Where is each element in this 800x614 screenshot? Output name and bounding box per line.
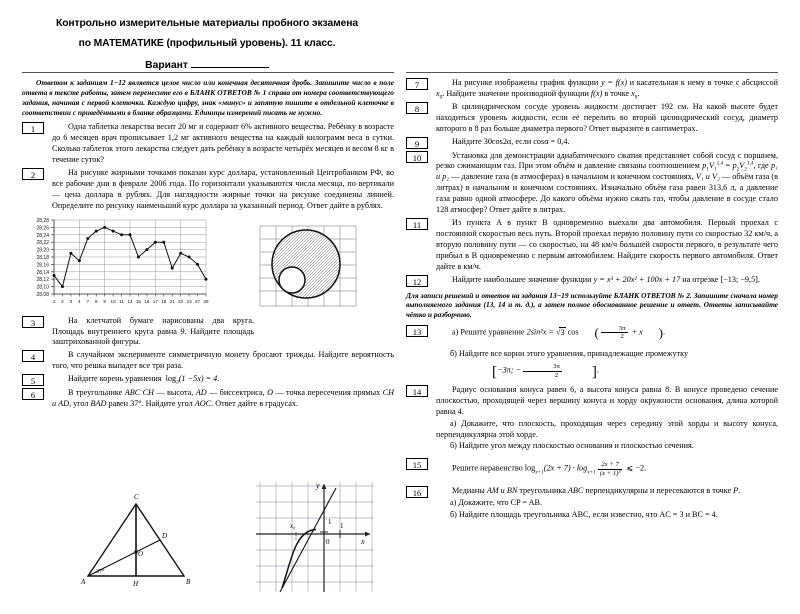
task-16	[406, 486, 778, 521]
chart-ytick-label: 28,18	[36, 254, 49, 261]
task-16-part-b: б) Найдите площадь треугольника ABC, если известно, что AC = 3 и BC = 4.	[450, 509, 718, 519]
t10-v2: V	[739, 161, 745, 171]
label-angle-37: 37°	[96, 569, 105, 575]
axes	[256, 484, 370, 592]
task-14-text	[436, 385, 778, 452]
chart-ytick-label: 28,14	[36, 269, 49, 276]
chart-ytick-label: 28,12	[36, 276, 49, 283]
chart-xtick-label: 9	[103, 298, 106, 304]
variant-label: Вариант	[145, 60, 188, 72]
task-2-number: 2	[22, 168, 44, 180]
task-4	[22, 350, 394, 372]
t13-interval-frac-num: 3π	[553, 363, 560, 371]
task-3	[22, 316, 394, 349]
triangle-figure	[72, 474, 202, 609]
task-14	[406, 385, 778, 452]
task-9	[406, 137, 778, 149]
t13-frac-den: 2	[601, 332, 628, 340]
task-12-text	[436, 275, 778, 286]
x0-label: x₀	[290, 522, 296, 530]
chart-data-point	[78, 259, 81, 262]
open-paren: (	[594, 325, 599, 340]
triangle-svg	[72, 474, 202, 604]
t13-b-label: б) Найдите все корни этого уравнения, принадлежащие промежутку	[450, 348, 689, 358]
chart-ytick-label: 28,26	[36, 225, 49, 232]
page-title-line2: по МАТЕМАТИКЕ (профильный уровень). 11 класс.	[78, 37, 336, 49]
t16-c: перпендикулярны и пересекаются в точке	[583, 485, 734, 495]
t13-interval-frac	[523, 363, 562, 379]
label-C: C	[134, 493, 139, 501]
graph-tangent-svg	[250, 474, 378, 602]
y-axis-label: y	[316, 481, 320, 490]
variant-blank-line[interactable]	[191, 59, 269, 68]
chart-xtick-label: 16	[144, 298, 150, 304]
instructions-part2: Для записи решений и ответов на задания 13−19 используйте БЛАНК ОТВЕТОВ № 2. Запишите сначала номер выполняемого задания (13, 14 и т. д.), а затем полное обоснованное решение и ответ. Ответы записывайте чётко и разборчиво.	[406, 290, 778, 320]
t13-frac-num: 3π	[618, 325, 626, 333]
instructions-part1: Ответом к заданиям 1−12 является целое число или конечная десятичная дробь. Запишите число в поле ответа в тексте работы, затем перенесите его в БЛАНК ОТВЕТОВ № 1 справа от номера соответствующего задания, начиная с первой клеточки. Каждую цифру, знак «минус» и запятую пишите в отдельной клеточке в соответствии с приведёнными в бланке образцами. Единицы измерений писать не нужно.	[22, 78, 394, 117]
t15-frac	[598, 461, 623, 477]
task-8-number: 8	[406, 102, 428, 114]
task-5-prefix: Найдите корень уравнения	[68, 374, 162, 384]
task-3-number: 3	[22, 316, 44, 328]
t7-fx2: f(x)	[590, 88, 603, 98]
chart-data-point	[137, 255, 140, 258]
t6-o: O	[267, 388, 273, 398]
chart-data-point	[103, 226, 106, 229]
t10-b: , где	[753, 161, 772, 171]
t15-base1: x+1	[535, 469, 544, 476]
dollar-rate-chart-svg	[24, 214, 210, 312]
figures-row-chart-circles	[22, 214, 394, 314]
t6-abc: ABC CH	[124, 388, 154, 398]
task-1-number: 1	[22, 122, 44, 134]
t12-prefix: Найдите наибольшее значение функции	[452, 274, 594, 284]
chart-xtick-label: 21	[169, 298, 175, 304]
t16-d: .	[738, 485, 741, 495]
t10-p1p2: p₁ и p₂	[436, 161, 779, 182]
t6-b: — высота,	[153, 388, 196, 398]
task-15-text	[436, 458, 778, 480]
chart-xtick-label: 17	[152, 298, 158, 304]
page-title-line1: Контрольно измерительные материалы пробного экзамена	[56, 18, 358, 29]
label-B: B	[186, 578, 191, 586]
task-12-number: 12	[406, 275, 428, 287]
t10-v1-sup: 1,4	[716, 160, 724, 167]
task-5-text	[52, 374, 394, 385]
task-15	[406, 458, 778, 480]
t15-prefix: Решите неравенство log	[452, 464, 536, 473]
t6-chad: CH и AD	[52, 388, 394, 409]
t12-suffix: на отрезке [−13; −9,5].	[680, 274, 760, 284]
origin-label: 0	[326, 538, 330, 546]
page-header	[22, 0, 392, 71]
t6-d: — точка пересечения прямых	[273, 388, 383, 398]
t10-v1-sub: 1	[713, 167, 717, 174]
t10-eq: =	[723, 161, 733, 171]
task-5-log: log	[165, 374, 177, 384]
t6-f: равен 37°. Найдите угол	[106, 399, 195, 409]
t15-frac-num: 2x + 7	[601, 461, 619, 469]
chart-xtick-label: 8	[94, 298, 98, 304]
label-A: A	[81, 578, 86, 586]
chart-xtick-label: 22	[178, 298, 184, 304]
task-1	[22, 122, 394, 166]
t13-a-label: а) Решите уравнение	[452, 327, 527, 337]
chart-ytick-label: 28,28	[36, 217, 49, 224]
chart-ytick-label: 28,16	[36, 262, 49, 269]
task-16-number: 16	[406, 486, 428, 498]
chart-data-point	[188, 255, 191, 258]
t13-cos: cos	[565, 327, 579, 337]
task-5	[22, 374, 394, 386]
t10-p1: p	[702, 161, 707, 171]
t15-base2: x+1	[587, 469, 596, 476]
t7-fx: y = f(x)	[601, 78, 627, 87]
task-1-text: Одна таблетка лекарства весит 20 мг и содержит 6% активного вещества. Ребёнку в возрасте до 6 месяцев врач прописывает 1,2 мг активного вещества на каждый килограмм веса в сутки. Сколько таблеток этого лекарства следует дать ребёнку в возрасте четырёх месяцев и весом 8 кг в течение суток?	[52, 122, 394, 165]
inner-circle	[279, 267, 305, 293]
task-2	[22, 168, 394, 212]
task-13-part-b	[436, 349, 778, 360]
task-5-number: 5	[22, 374, 44, 386]
column-divider-top	[22, 72, 394, 73]
t12-func: y = x³ + 20x² + 100x + 17	[593, 274, 681, 284]
t13-frac	[601, 325, 628, 341]
chart-data-point	[61, 285, 64, 288]
task-9-text: Найдите 30cos2α, если cosα = 0,4.	[452, 136, 570, 146]
t10-p1-sub: 1	[706, 167, 709, 174]
chart-data-point	[196, 263, 199, 266]
task-7	[406, 78, 778, 100]
chart-xtick-label: 15	[135, 298, 142, 304]
chart-ytick-label: 28,10	[36, 284, 49, 291]
t10-a: Установка для демонстрации адиабатического сжатия представляет собой сосуд с поршнем, резко сжимающим газ. При этом объём и давление связаны соотношением	[436, 150, 778, 171]
figures-row-triangle-graph	[22, 474, 394, 614]
chart-xtick-label: 4	[78, 298, 81, 304]
task-14-number: 14	[406, 385, 428, 397]
task-6-number: 6	[22, 388, 44, 400]
graph-tangent-figure	[250, 474, 378, 607]
t16-abc: ABC	[567, 485, 584, 495]
close-paren: )	[658, 325, 664, 340]
t7-x0-sub: 0	[439, 94, 443, 101]
t6-e: , угол	[69, 399, 91, 409]
task-11	[406, 218, 778, 273]
t16-p: P	[733, 485, 739, 495]
t7-x0: x	[436, 88, 440, 98]
label-H: H	[133, 580, 139, 588]
t10-v2-sub: 2	[744, 167, 747, 174]
chart-xtick-label: 3	[69, 298, 73, 304]
chart-xtick-label: 1	[52, 298, 56, 304]
task-9-number: 9	[406, 137, 428, 149]
column-divider-top-right	[406, 72, 778, 73]
task-5-log-arg: (1 −5x) = 4.	[178, 374, 220, 384]
task-16-part-a: а) Докажите, что CP = AB.	[450, 497, 543, 507]
t10-v1v2: V₁ и V₂	[695, 172, 720, 182]
chart-data-point	[179, 251, 182, 254]
dollar-rate-chart	[24, 214, 210, 312]
t15-mid: (2x + 7) · log	[543, 464, 588, 473]
left-column	[22, 72, 394, 588]
t6-ad: AD	[195, 388, 207, 398]
chart-data-point	[53, 274, 56, 277]
t10-v2-sup: 1,4	[746, 160, 754, 167]
task-4-text: В случайном эксперименте симметричную монету бросают трижды. Найдите вероятность того, что решка выпадет все три раза.	[52, 350, 394, 371]
t10-p2: p	[732, 161, 737, 171]
chart-data-point	[205, 277, 208, 280]
chart-xtick-label: 10	[110, 298, 116, 304]
chart-data-point	[86, 237, 89, 240]
two-circles-svg	[234, 216, 384, 312]
task-4-number: 4	[22, 350, 44, 362]
t7-l4: в точке	[602, 88, 632, 98]
task-13-number: 13	[406, 325, 428, 337]
task-15-number: 15	[406, 458, 428, 470]
task-7-text	[436, 78, 778, 100]
task-10	[406, 151, 778, 216]
task-8	[406, 102, 778, 135]
chart-data-point	[154, 240, 157, 243]
t7-x0b: x	[631, 88, 635, 98]
chart-ytick-label: 28,24	[36, 232, 49, 239]
t16-b: треугольника	[517, 485, 568, 495]
task-10-text	[436, 151, 778, 216]
chart-data-point	[129, 233, 132, 236]
x-axis-label: x	[361, 537, 365, 546]
task-12	[406, 275, 778, 287]
two-circles-figure	[234, 216, 384, 312]
task-14-part-b: б) Найдите угол между плоскостью основания и плоскостью сечения.	[450, 441, 694, 451]
t13-plus-x: + x	[629, 327, 643, 337]
chart-data-point	[145, 248, 148, 251]
t6-g: . Ответ дайте в градусах.	[211, 399, 299, 409]
task-7-number: 7	[406, 78, 428, 90]
task-13-part-a: а) Решите уравнение 2sin²x = √3 cos ( $\frac{3\pi}{2}$ + x ).	[452, 325, 666, 341]
chart-ytick-label: 28,22	[36, 239, 49, 246]
chart-xtick-label: 27	[194, 298, 201, 304]
chart-data-point	[162, 240, 165, 243]
chart-data-point	[171, 266, 174, 269]
task-8-text: В цилиндрическом сосуде уровень жидкости достигает 192 см. На какой высоте будет находиться уровень жидкости, если её перелить во второй цилиндрический сосуд, диаметр которого в 8 раз больше диаметра первого? Ответ выразите в сантиметрах.	[436, 101, 778, 133]
chart-data-point	[95, 229, 98, 232]
chart-xtick-label: 2	[61, 298, 64, 304]
t15-suffix: ⩽ −2.	[624, 464, 647, 473]
task-11-number: 11	[406, 218, 428, 230]
chart-data-point	[69, 251, 72, 254]
label-O: O	[138, 550, 144, 558]
task-13	[406, 325, 778, 379]
t10-c: — давление газа (в атмосферах) в начальном и конечном состояниях,	[449, 172, 696, 182]
y-arrow	[322, 484, 327, 489]
task-2-text: На рисунке жирными точками показан курс доллара, установленный Центробанком РФ, во все рабочие дни в феврале 2006 года. По горизонтали указываются числа месяца, по вертикали — цена доллара в рублях. Для наглядности жирные точки на рисунке соединены линией. Определите по рисунку наименьший курс доллара за указанный период. Ответ дайте в рублях.	[52, 168, 394, 210]
chart-ytick-label: 28,08	[36, 291, 49, 298]
task-11-text: Из пункта A в пункт B одновременно выехали два автомобиля. Первый проехал с постоянной скоростью весь путь. Второй проехал первую половину пути со скоростью 32 км/ч, а вторую половину пути — со скоростью, на 48 км/ч большей скорости первого, в результате чего прибыл в B одновременно с первым автомобилем. Найдите скорость первого автомобиля. Ответ дайте в км/ч.	[436, 217, 778, 271]
chart-xtick-label: 28	[203, 298, 209, 304]
chart-xtick-label: 11	[119, 298, 124, 304]
t6-aoc: AOC	[194, 399, 212, 409]
t6-c: — биссектриса,	[206, 388, 268, 398]
t7-l5: .	[637, 88, 640, 98]
chart-xtick-label: 18	[161, 298, 167, 304]
t10-d: — объём газа (в литрах) в начальном и конечном состояниях. Изначально объём газа равен 313,6 л, а давление газа равно одной атмосфере. До какого объёма нужно сжать газ, чтобы давление в сосуде стало 128 атмосфер? Ответ дайте в литрах.	[436, 172, 778, 215]
task-13-text	[436, 325, 778, 379]
task-6-text	[52, 388, 394, 410]
sqrt-icon: √	[555, 327, 561, 337]
grid-lines	[256, 482, 374, 592]
task-14-intro: Радиус основания конуса равен 6, а высота конуса равна 8. В конусе проведено сечение плоскостью, проходящей через вершину конуса и хорду окружности основания, длина которой равна 4.	[436, 384, 778, 416]
t7-l1: На рисунке изображены график функции	[452, 78, 602, 87]
task-3-text: На клетчатой бумаге нарисованы два круга. Площадь внутреннего круга равна 9. Найдите площадь заштрихованной фигуры.	[52, 315, 254, 347]
t6-bad: BAD	[90, 399, 107, 409]
chart-data-point	[120, 233, 123, 236]
task-13-interval	[436, 363, 778, 379]
t7-l2: и касательная к нему в точке с абсциссой	[626, 78, 778, 87]
chart-data-point	[112, 229, 115, 232]
task-10-number: 10	[406, 151, 428, 163]
t13-sqrt3: 3	[560, 327, 565, 337]
task-6	[22, 388, 394, 410]
t7-x0b-sub: 0	[634, 94, 638, 101]
x-unit-label: 1	[340, 522, 344, 530]
label-D: D	[162, 532, 168, 540]
t13-interval-left: −3π; −	[497, 366, 522, 376]
t13-interval-frac-den: 2	[523, 371, 562, 379]
t10-p2-sub: 2	[736, 167, 740, 174]
task-16-text	[436, 486, 778, 521]
t13-interval-close: .	[596, 366, 599, 376]
t7-l3: . Найдите значение производной функции	[442, 88, 591, 98]
y-unit-label: 1	[328, 518, 332, 526]
two-column-body	[0, 72, 800, 588]
variant-field	[22, 59, 392, 71]
chart-xtick-label: 7	[86, 298, 90, 304]
t13-eq-left: 2sin²x =	[526, 327, 556, 337]
task-5-log-base: 3	[176, 379, 179, 386]
chart-ytick-label: 28,20	[36, 247, 49, 254]
open-bracket: [	[492, 362, 498, 380]
t16-a: Медианы	[452, 485, 487, 495]
t16-ambn: AM и BN	[486, 485, 518, 495]
chart-xtick-label: 23	[186, 298, 192, 304]
task-16-intro	[436, 486, 778, 497]
close-bracket: ]	[591, 362, 597, 380]
right-column	[406, 72, 778, 566]
chart-xtick-label: 14	[127, 298, 133, 304]
t6-a: В треугольнике	[68, 388, 125, 398]
task-14-part-a: а) Докажите, что плоскость, проходящая через середину этой хорды и высоту конуса, перпендикулярна этой хорде.	[436, 418, 778, 439]
t10-v1: V	[708, 161, 714, 171]
x-arrow	[365, 532, 370, 537]
t15-frac-den: (x + 1)³	[599, 469, 621, 477]
